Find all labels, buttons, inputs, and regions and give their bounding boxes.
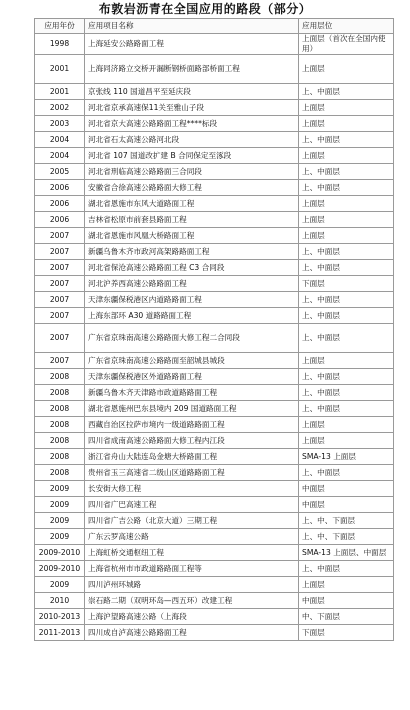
- cell-layer: 上面层: [299, 577, 394, 593]
- cell-project: 河北省石太高速公路河北段: [85, 132, 299, 148]
- cell-project: 上海省杭州市市政道路路面工程等: [85, 561, 299, 577]
- cell-project: 湖北省恩施州巴东县境内 209 国道路面工程: [85, 401, 299, 417]
- cell-year: 2006: [35, 180, 85, 196]
- column-header-layer: 应用层位: [299, 19, 394, 34]
- cell-year: 2007: [35, 308, 85, 324]
- cell-layer: 上、中面层: [299, 84, 394, 100]
- cell-year: 2008: [35, 369, 85, 385]
- cell-year: 2001: [35, 84, 85, 100]
- cell-layer: 上、中面层: [299, 132, 394, 148]
- table-row: [35, 433, 394, 449]
- cell-project: 广东云罗高速公路: [85, 529, 299, 545]
- table-row: [35, 228, 394, 244]
- cell-layer: SMA-13 上面层: [299, 449, 394, 465]
- cell-layer: 上、中面层: [299, 244, 394, 260]
- cell-project: 河北省京承高速保11关至雅山子段: [85, 100, 299, 116]
- cell-year: 2008: [35, 385, 85, 401]
- table-row: [35, 100, 394, 116]
- cell-layer: 上、中、下面层: [299, 513, 394, 529]
- cell-layer: 上面层: [299, 417, 394, 433]
- cell-project: 广东省京珠南高速公路路面至韶城县城段: [85, 353, 299, 369]
- cell-layer: 中、下面层: [299, 609, 394, 625]
- cell-layer: 上面层: [299, 196, 394, 212]
- table-row: [35, 180, 394, 196]
- table-row: [35, 164, 394, 180]
- table-row: [35, 55, 394, 84]
- cell-year: 2009-2010: [35, 561, 85, 577]
- cell-year: 2008: [35, 433, 85, 449]
- table-row: [35, 276, 394, 292]
- table-row: [35, 292, 394, 308]
- cell-layer: 中面层: [299, 497, 394, 513]
- table-row: [35, 529, 394, 545]
- cell-project: 四川泸州环城路: [85, 577, 299, 593]
- table-row: [35, 401, 394, 417]
- cell-year: 2007: [35, 324, 85, 353]
- table-row: [35, 324, 394, 353]
- cell-project: 河北省京大高速公路路面工程****标段: [85, 116, 299, 132]
- cell-year: 2007: [35, 244, 85, 260]
- cell-year: 2007: [35, 260, 85, 276]
- column-header-year: 应用年份: [35, 19, 85, 34]
- cell-layer: 上面层: [299, 100, 394, 116]
- page-title: 布敦岩沥青在全国应用的路段（部分）: [98, 2, 312, 16]
- table-row: [35, 417, 394, 433]
- cell-layer: 中面层: [299, 481, 394, 497]
- table-row: [35, 116, 394, 132]
- cell-layer: 上面层: [299, 55, 394, 84]
- cell-year: 2007: [35, 292, 85, 308]
- cell-year: 2010-2013: [35, 609, 85, 625]
- cell-year: 2005: [35, 164, 85, 180]
- cell-year: 2009: [35, 481, 85, 497]
- table-row: [35, 132, 394, 148]
- cell-project: 天津东疆保税港区内道路路面工程: [85, 292, 299, 308]
- table-row: [35, 34, 394, 55]
- cell-year: 2002: [35, 100, 85, 116]
- cell-year: 2007: [35, 228, 85, 244]
- cell-project: 河北沪养西高速公路路面工程: [85, 276, 299, 292]
- cell-year: 1998: [35, 34, 85, 55]
- cell-layer: 上面层: [299, 228, 394, 244]
- table-row: [35, 148, 394, 164]
- cell-year: 2009: [35, 513, 85, 529]
- cell-project: 长安街大修工程: [85, 481, 299, 497]
- table-row: [35, 497, 394, 513]
- cell-layer: 上、中面层: [299, 324, 394, 353]
- cell-project: 浙江省舟山大陆连岛金塘大桥路面工程: [85, 449, 299, 465]
- cell-project: 河北省 107 国道改扩建 B 合同保定至涿段: [85, 148, 299, 164]
- cell-year: 2008: [35, 465, 85, 481]
- table-row: [35, 609, 394, 625]
- cell-layer: 上、中面层: [299, 561, 394, 577]
- table-row: [35, 385, 394, 401]
- cell-project: 崇石路二期（双明环岛—西五环）改建工程: [85, 593, 299, 609]
- cell-layer: 上面层: [299, 212, 394, 228]
- table-row: [35, 84, 394, 100]
- cell-layer: 上面层: [299, 353, 394, 369]
- cell-layer: 上、中面层: [299, 180, 394, 196]
- cell-layer: 上、中面层: [299, 260, 394, 276]
- cell-year: 2003: [35, 116, 85, 132]
- cell-project: 上海同济路立交桥开漏断钢桥面路部桥面工程: [85, 55, 299, 84]
- table-row: [35, 244, 394, 260]
- cell-year: 2004: [35, 148, 85, 164]
- cell-project: 上海沪望路高速公路（上海段: [85, 609, 299, 625]
- cell-project: 四川成自泸高速公路路面工程: [85, 625, 299, 641]
- cell-layer: SMA-13 上面层、中面层: [299, 545, 394, 561]
- table-row: [35, 353, 394, 369]
- cell-year: 2007: [35, 276, 85, 292]
- cell-project: 河北省保沧高速公路路面工程 C3 合同段: [85, 260, 299, 276]
- cell-year: 2006: [35, 196, 85, 212]
- cell-year: 2004: [35, 132, 85, 148]
- table-row: [35, 260, 394, 276]
- cell-layer: 上面层: [299, 148, 394, 164]
- cell-project: 河北省刑临高速公路路面三合同段: [85, 164, 299, 180]
- cell-year: 2001: [35, 55, 85, 84]
- cell-layer: 上面层: [299, 433, 394, 449]
- cell-project: 四川省成南高速公路路面大修工程内江段: [85, 433, 299, 449]
- cell-layer: 上、中、下面层: [299, 529, 394, 545]
- cell-project: 湖北省恩施市风凰大桥路面工程: [85, 228, 299, 244]
- cell-project: 贵州省玉三高速省二级山区道路路面工程: [85, 465, 299, 481]
- column-header-project: 应用项目名称: [85, 19, 299, 34]
- cell-layer: 下面层: [299, 276, 394, 292]
- cell-project: 京张线 110 国道昌平至延庆段: [85, 84, 299, 100]
- cell-project: 广东省京珠南高速公路路面大修工程二合同段: [85, 324, 299, 353]
- table-row: [35, 625, 394, 641]
- cell-layer: 上、中面层: [299, 292, 394, 308]
- cell-layer: 上、中面层: [299, 401, 394, 417]
- table-row: [35, 593, 394, 609]
- cell-project: 四川省广巴高速工程: [85, 497, 299, 513]
- cell-layer: 上面层: [299, 116, 394, 132]
- table-body: [35, 34, 394, 641]
- cell-year: 2010: [35, 593, 85, 609]
- cell-project: 吉林省松原市前套县路面工程: [85, 212, 299, 228]
- cell-layer: 中面层: [299, 593, 394, 609]
- cell-project: 天津东疆保税港区外道路路面工程: [85, 369, 299, 385]
- table-row: [35, 577, 394, 593]
- cell-layer: 下面层: [299, 625, 394, 641]
- cell-project: 四川省广吉公路（北京大道）三期工程: [85, 513, 299, 529]
- table-row: [35, 212, 394, 228]
- cell-year: 2011-2013: [35, 625, 85, 641]
- table-header-row: [35, 19, 394, 34]
- cell-layer: 上、中面层: [299, 369, 394, 385]
- cell-project: 湖北省恩施市东风大道路面工程: [85, 196, 299, 212]
- cell-layer: 上、中面层: [299, 164, 394, 180]
- table-row: [35, 545, 394, 561]
- cell-year: 2009: [35, 577, 85, 593]
- cell-project: 上海东部环 A30 道路路面工程: [85, 308, 299, 324]
- table-row: [35, 308, 394, 324]
- cell-project: 新疆乌鲁木齐市政河高架路路面工程: [85, 244, 299, 260]
- cell-project: 上海延安公路路面工程: [85, 34, 299, 55]
- cell-year: 2009: [35, 529, 85, 545]
- cell-year: 2008: [35, 417, 85, 433]
- road-section-table: [34, 18, 394, 641]
- cell-project: 新疆乌鲁木齐天津路市政道路路面工程: [85, 385, 299, 401]
- cell-year: 2007: [35, 353, 85, 369]
- cell-year: 2006: [35, 212, 85, 228]
- table-row: [35, 369, 394, 385]
- table-row: [35, 481, 394, 497]
- cell-year: 2008: [35, 401, 85, 417]
- cell-year: 2009-2010: [35, 545, 85, 561]
- cell-project: 西藏自治区拉萨市境内一级道路路面工程: [85, 417, 299, 433]
- table-row: [35, 196, 394, 212]
- cell-year: 2009: [35, 497, 85, 513]
- cell-layer: 上、中面层: [299, 465, 394, 481]
- cell-layer: 上、中面层: [299, 308, 394, 324]
- cell-layer: 上、中面层: [299, 385, 394, 401]
- table-row: [35, 513, 394, 529]
- table-row: [35, 561, 394, 577]
- cell-project: 上海虹桥交通枢纽工程: [85, 545, 299, 561]
- cell-project: 安徽省合徐高速公路路面大修工程: [85, 180, 299, 196]
- table-row: [35, 465, 394, 481]
- table-row: [35, 449, 394, 465]
- cell-layer: 上面层（首次在全国内使用）: [299, 34, 394, 55]
- cell-year: 2008: [35, 449, 85, 465]
